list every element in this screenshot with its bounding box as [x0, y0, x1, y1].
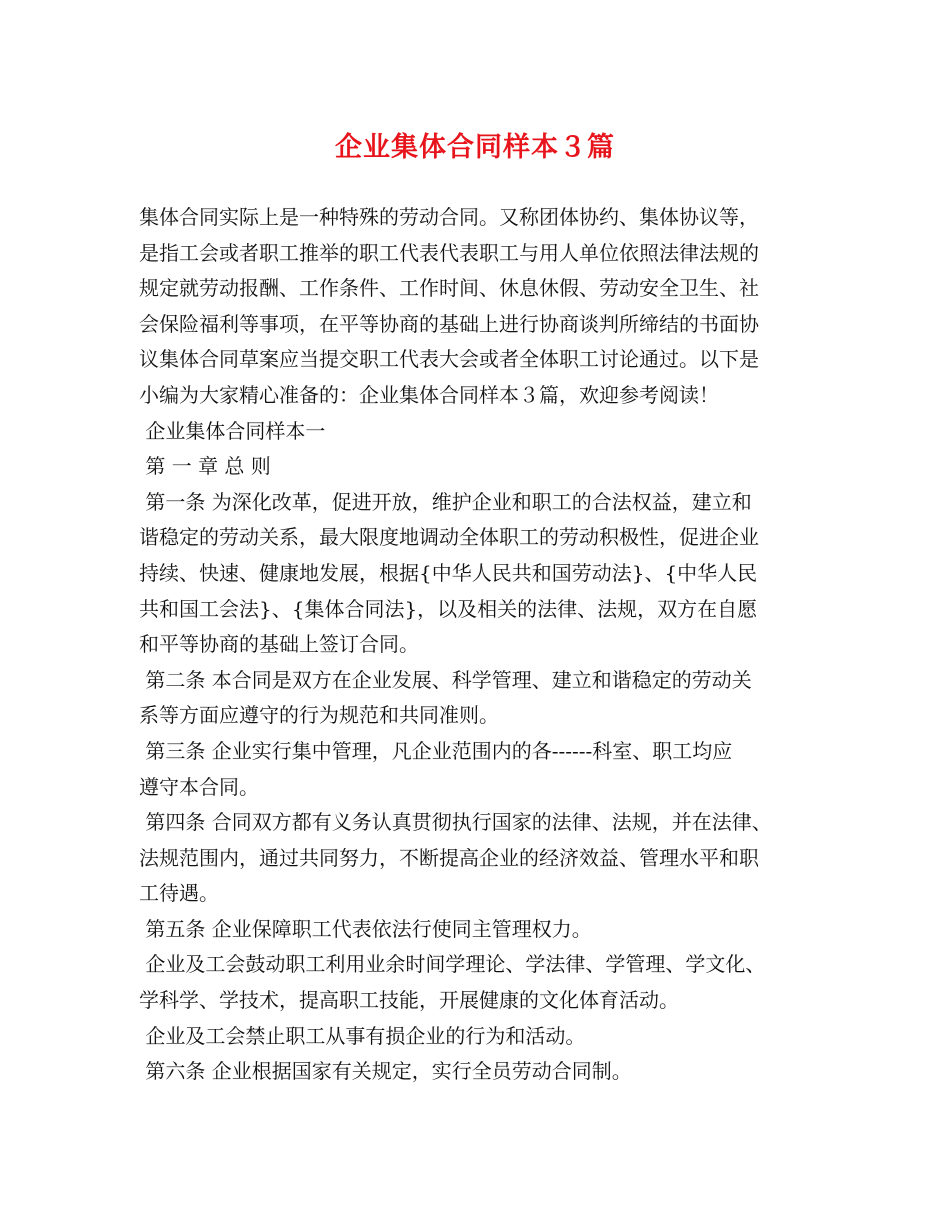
document-line: 系等方面应遵守的行为规范和共同准则。: [139, 703, 499, 728]
document-line: 工待遇。: [139, 881, 219, 906]
document-line: 第二条 本合同是双方在企业发展、科学管理、建立和谐稳定的劳动关: [139, 667, 752, 692]
document-line: 议集体合同草案应当提交职工代表大会或者全体职工讨论通过。以下是: [139, 347, 759, 372]
document-line: 第六条 企业根据国家有关规定，实行全员劳动合同制。: [139, 1059, 632, 1084]
document-line: 遵守本合同。: [139, 774, 259, 799]
document-body: [139, 200, 839, 1090]
document-line: 和平等协商的基础上签订合同。: [139, 632, 419, 657]
document-line: 是指工会或者职工推举的职工代表代表职工与用人单位依照法律法规的: [139, 240, 759, 265]
document-line: 第三条 企业实行集中管理，凡企业范围内的各------科室、职工均应: [139, 738, 733, 763]
document-line: 企业及工会禁止职工从事有损企业的行为和活动。: [139, 1023, 586, 1048]
document-line: 学科学、学技术，提高职工技能，开展健康的文化体育活动。: [139, 988, 679, 1013]
document-line: 会保险福利等事项，在平等协商的基础上进行协商谈判所缔结的书面协: [139, 311, 759, 336]
document-line: 法规范围内，通过共同努力，不断提高企业的经济效益、管理水平和职: [139, 845, 759, 870]
document-line: 小编为大家精心准备的：企业集体合同样本３篇，欢迎参考阅读！: [139, 382, 719, 407]
document-line: 共和国工会法}、{集体合同法}，以及相关的法律、法规，双方在自愿: [139, 596, 758, 621]
document-line: 第四条 合同双方都有义务认真贯彻执行国家的法律、法规，并在法律、: [139, 810, 772, 835]
document-line: 谐稳定的劳动关系，最大限度地调动全体职工的劳动积极性，促进企业: [139, 525, 759, 550]
document-line: 企业及工会鼓动职工利用业余时间学理论、学法律、学管理、学文化、: [139, 952, 766, 977]
document-line: 第 一 章 总 则: [139, 454, 271, 479]
document-line: 企业集体合同样本一: [139, 418, 326, 443]
document-title: 企业集体合同样本３篇: [335, 132, 615, 163]
document-line: 持续、快速、健康地发展，根据{中华人民共和国劳动法}、{中华人民: [139, 560, 758, 585]
document-line: 第一条 为深化改革，促进开放，维护企业和职工的合法权益，建立和: [139, 489, 752, 514]
document-line: 第五条 企业保障职工代表依法行使同主管理权力。: [139, 916, 592, 941]
document-line: 集体合同实际上是一种特殊的劳动合同。又称团体协约、集体协议等，: [139, 205, 759, 229]
document-line: 规定就劳动报酬、工作条件、工作时间、休息休假、劳动安全卫生、社: [139, 276, 759, 301]
